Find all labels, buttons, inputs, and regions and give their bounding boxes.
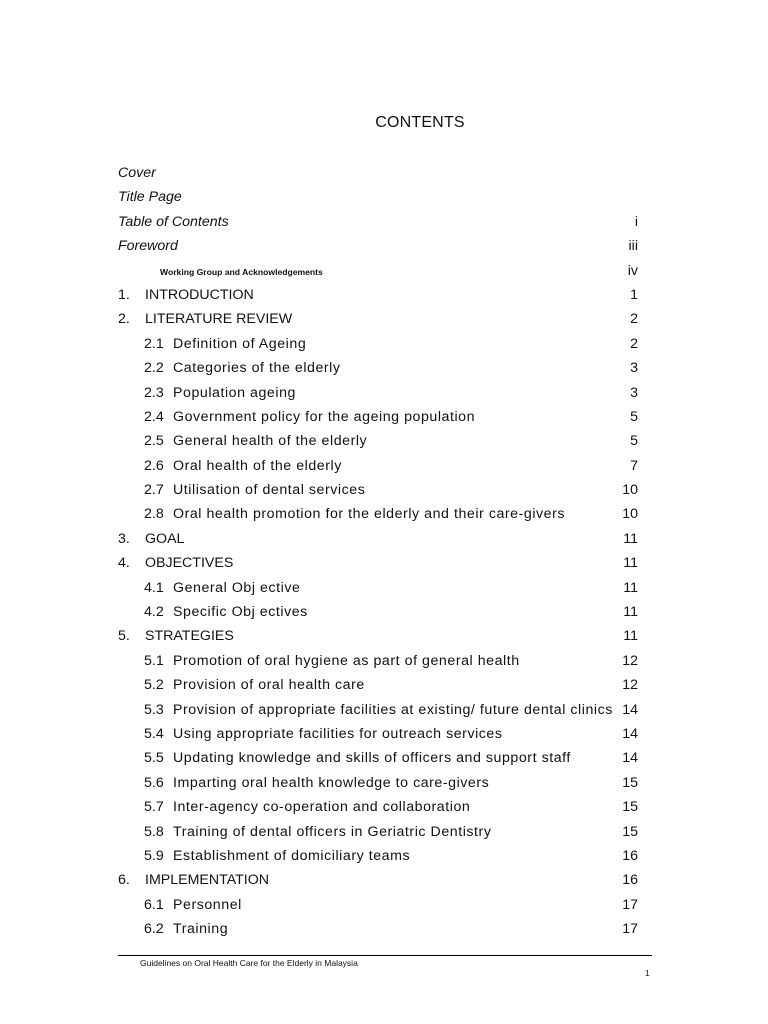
toc-entry-label: IMPLEMENTATION: [145, 872, 270, 889]
toc-subsection-number: 2.5: [144, 433, 164, 450]
toc-entry-subsection: [118, 502, 638, 526]
toc-entry-label: Specific Obj ectives: [173, 604, 308, 621]
toc-entry-label: Oral health promotion for the elderly and their care-givers: [173, 506, 566, 523]
toc-entry-front-matter: [118, 210, 638, 234]
toc-entry-subsection: [118, 893, 638, 917]
toc-entry-label: Promotion of oral hygiene as part of general health: [173, 652, 520, 669]
footer-text: Guidelines on Oral Health Care for the Elderly in Malaysia: [140, 958, 358, 968]
toc-subsection-number: 2.8: [144, 506, 164, 523]
toc-entry-page: 12: [622, 677, 638, 694]
toc-entry-page: 16: [622, 872, 638, 889]
toc-entry-section: [118, 624, 638, 648]
toc-subsection-number: 2.6: [144, 457, 164, 474]
toc-entry-subsection: [118, 405, 638, 429]
toc-entry-subsection: [118, 795, 638, 819]
toc-entry-subsection: [118, 771, 638, 795]
toc-entry-page: 15: [622, 799, 638, 816]
toc-entry-subsection: [118, 722, 638, 746]
toc-entry-section: [118, 527, 638, 551]
toc-section-number: 3.: [118, 530, 130, 547]
toc-entry-label: General Obj ective: [173, 579, 301, 596]
toc-entry-front-matter: [118, 185, 638, 209]
toc-entry-section: [118, 307, 638, 331]
toc-entry-subsection: [118, 649, 638, 673]
toc-subsection-number: 2.3: [144, 384, 164, 401]
toc-entry-page: 2: [630, 311, 638, 328]
toc-section-number: 2.: [118, 311, 130, 328]
page-number: 1: [645, 968, 650, 978]
toc-entry-label: OBJECTIVES: [145, 555, 234, 572]
toc-entry-section: [118, 868, 638, 892]
toc-entry-page: 1: [630, 286, 638, 303]
toc-subsection-number: 5.7: [144, 799, 164, 816]
toc-entry-page: 14: [622, 701, 638, 718]
toc-entry-page: 7: [630, 457, 638, 474]
toc-entry-subsection: [118, 454, 638, 478]
toc-entry-section: [118, 551, 638, 575]
toc-entry-label: Utilisation of dental services: [173, 482, 366, 499]
toc-entry-subsection: [118, 356, 638, 380]
toc-entry-section: [118, 283, 638, 307]
toc-entry-front-matter: [118, 161, 638, 185]
toc-subsection-number: 4.1: [144, 579, 164, 596]
toc-entry-label: Government policy for the ageing population: [173, 408, 476, 425]
toc-entry-subsection: [118, 381, 638, 405]
toc-section-number: 4.: [118, 555, 130, 572]
toc-subsection-number: 2.4: [144, 408, 164, 425]
toc-entry-subsection: [118, 844, 638, 868]
toc-entry-label: Training of dental officers in Geriatric Dentistry: [173, 823, 492, 840]
toc-entry-front-matter: [118, 259, 638, 283]
page-title: CONTENTS: [375, 114, 465, 131]
toc-entry-front-matter: [118, 234, 638, 258]
toc-entry-label: GOAL: [145, 530, 185, 547]
toc-entry-subsection: [118, 917, 638, 941]
toc-entry-page: 10: [622, 506, 638, 523]
toc-entry-subsection: [118, 820, 638, 844]
toc-entry-page: iv: [627, 262, 638, 279]
toc-subsection-number: 6.1: [144, 896, 164, 913]
toc-entry-page: 17: [622, 896, 638, 913]
toc-entry-subsection: [118, 600, 638, 624]
toc-entry-label: Training: [173, 921, 229, 938]
footer-divider: [118, 955, 652, 956]
toc-entry-label: Table of Contents: [118, 213, 229, 230]
toc-entry-page: 10: [622, 482, 638, 499]
toc-subsection-number: 5.8: [144, 823, 164, 840]
toc-entry-subsection: [118, 673, 638, 697]
toc-entry-label: INTRODUCTION: [145, 286, 254, 303]
toc-entry-page: 11: [623, 579, 638, 596]
toc-subsection-number: 5.1: [144, 652, 164, 669]
toc-entry-page: 15: [622, 774, 638, 791]
toc-entry-page: 11: [623, 530, 638, 547]
toc-entry-label: Definition of Ageing: [173, 335, 307, 352]
toc-subsection-number: 5.2: [144, 677, 164, 694]
toc-entry-label: Using appropriate facilities for outreach services: [173, 725, 503, 742]
toc-entry-label: Provision of appropriate facilities at existing/ future dental clinics: [173, 701, 613, 718]
toc-entry-label: STRATEGIES: [145, 628, 234, 645]
toc-entry-page: 12: [622, 652, 638, 669]
toc-subsection-number: 2.7: [144, 482, 164, 499]
toc-entry-page: 5: [630, 408, 638, 425]
toc-subsection-number: 5.5: [144, 750, 164, 767]
toc-entry-page: 16: [622, 847, 638, 864]
toc-entry-subsection: [118, 746, 638, 770]
toc-entry-subsection: [118, 332, 638, 356]
toc-entry-label: Oral health of the elderly: [173, 457, 342, 474]
toc-entry-page: 15: [622, 823, 638, 840]
toc-subsection-number: 5.3: [144, 701, 164, 718]
toc-entry-label: Inter-agency co-operation and collaboration: [173, 799, 471, 816]
toc-subsection-number: 5.6: [144, 774, 164, 791]
toc-entry-label: Provision of oral health care: [173, 677, 365, 694]
toc-entry-page: 2: [630, 335, 638, 352]
toc-entry-page: 11: [623, 555, 638, 572]
toc-entry-page: 5: [630, 433, 638, 450]
toc-entry-label: Categories of the elderly: [173, 360, 341, 377]
toc-entry-page: 11: [623, 628, 638, 645]
toc-section-number: 6.: [118, 872, 130, 889]
toc-section-number: 1.: [118, 286, 130, 303]
toc-entry-page: 3: [630, 360, 638, 377]
toc-subsection-number: 5.4: [144, 725, 164, 742]
toc-subsection-number: 2.2: [144, 360, 164, 377]
toc-entry-label: Updating knowledge and skills of officers and support staff: [173, 750, 571, 767]
toc-entry-subsection: [118, 698, 638, 722]
toc-entry-label: General health of the elderly: [173, 433, 368, 450]
toc-subsection-number: 4.2: [144, 604, 164, 621]
toc-entry-page: 3: [630, 384, 638, 401]
toc-entry-subsection: [118, 576, 638, 600]
toc-entry-label: Foreword: [118, 238, 178, 255]
toc-entry-subsection: [118, 429, 638, 453]
toc-entry-label: Working Group and Acknowledgements: [160, 266, 323, 277]
toc-entry-label: LITERATURE REVIEW: [145, 311, 293, 328]
toc-subsection-number: 5.9: [144, 847, 164, 864]
toc-entry-label: Imparting oral health knowledge to care-givers: [173, 774, 490, 791]
toc-entry-page: 17: [622, 921, 638, 938]
toc-entry-subsection: [118, 478, 638, 502]
toc-subsection-number: 6.2: [144, 921, 164, 938]
toc-entry-page: 14: [622, 750, 638, 767]
toc-entry-label: Title Page: [118, 189, 182, 206]
toc-entry-label: Cover: [118, 165, 156, 181]
table-of-contents: [118, 161, 638, 942]
toc-entry-label: Population ageing: [173, 384, 296, 401]
toc-entry-label: Establishment of domiciliary teams: [173, 847, 411, 864]
toc-entry-page: iii: [628, 238, 638, 255]
toc-entry-page: 11: [623, 604, 638, 621]
toc-section-number: 5.: [118, 628, 130, 645]
toc-entry-page: i: [634, 213, 638, 230]
toc-entry-page: 14: [622, 725, 638, 742]
toc-subsection-number: 2.1: [144, 335, 164, 352]
toc-entry-label: Personnel: [173, 896, 242, 913]
